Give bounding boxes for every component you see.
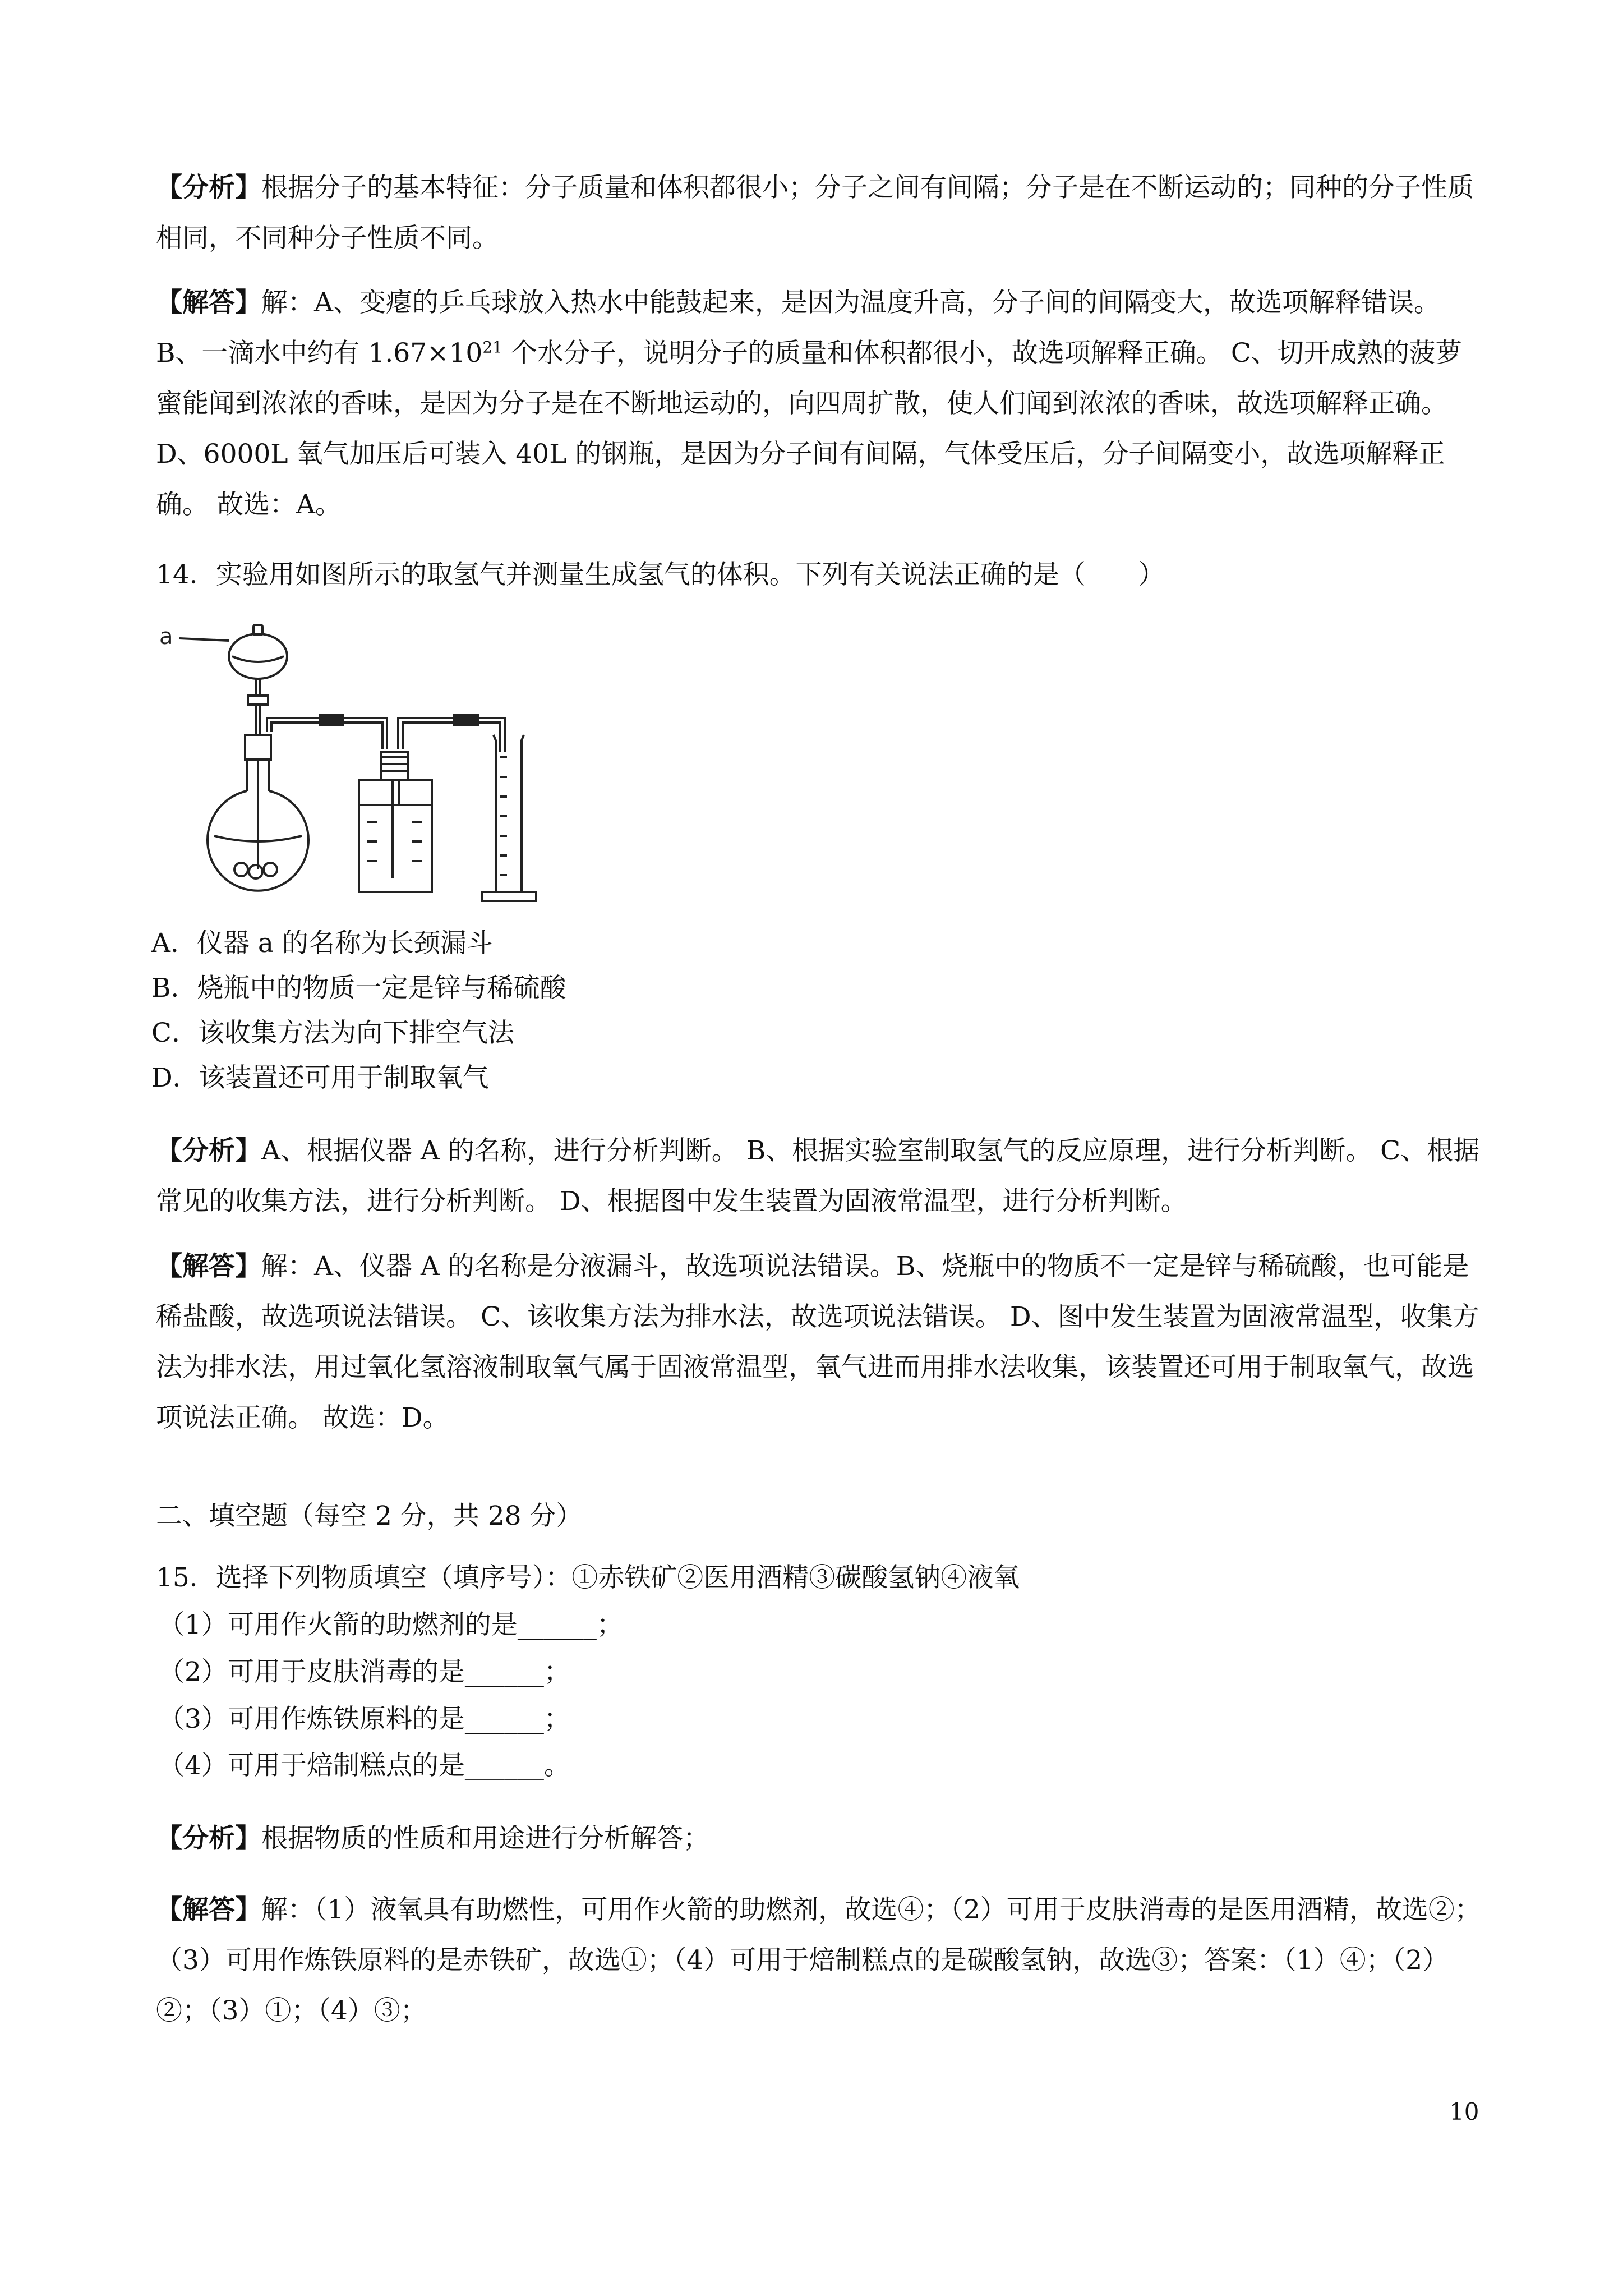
round-flask-icon	[208, 735, 308, 891]
q15-item-4: （4）可用于焙制糕点的是______。	[158, 1750, 570, 1781]
analysis-tag: 【分析】	[156, 172, 261, 203]
q15-item-2: （2）可用于皮肤消毒的是______；	[158, 1657, 570, 1687]
figure-label-a: a	[159, 624, 173, 650]
answer-text-part2: 个水分子，说明分子的质量和体积都很小，故选项解释正确。 C、切开成熟的菠萝蜜能闻到浓浓的香味，是因为分子是在不断地运动的，向四周扩散，使人们闻到浓浓的香味，故选项解释正确。 D、6000L 氧气加压后可装入 40L 的钢瓶，是因为分子间有间隔，气体受压后，分子间隔变小，故选项解释正确。 故选：A。	[156, 338, 1462, 520]
answer-text: 解：A、仪器 A 的名称是分液漏斗，故选项说法错误。B、烧瓶中的物质不一定是锌与稀硫酸，也可能是稀盐酸，故选项说法错误。 C、该收集方法为排水法，故选项说法错误。 D、图中发生装置为固液常温型，收集方法为排水法，用过氧化氢溶液制取氧气属于固液常温型，氧气进而用排水法收集，该装置还可用于制取氧气，故选项说法正确。 故选：D。	[156, 1251, 1479, 1433]
q13-analysis	[156, 163, 1485, 264]
analysis-text: A、根据仪器 A 的名称，进行分析判断。 B、根据实验室制取氢气的反应原理，进行分析判断。 C、根据常见的收集方法，进行分析判断。 D、根据图中发生装置为固液常温型，进行分析判断。	[156, 1135, 1480, 1217]
exponent: 21	[482, 338, 502, 357]
q15-item-1: （1）可用作火箭的助燃剂的是______；	[158, 1609, 623, 1640]
water-bottle-icon	[359, 752, 432, 892]
answer-text: 解：（1）液氧具有助燃性，可用作火箭的助燃剂，故选④；（2）可用于皮肤消毒的是医用酒精，故选②；（3）可用作炼铁原料的是赤铁矿，故选①；（4）可用于焙制糕点的是碳酸氢钠，故选③；答案：（1）④；（2）②；（3）①；（4）③；	[156, 1894, 1481, 2026]
q14-option-c: C．该收集方法为向下排空气法	[151, 1018, 514, 1048]
q14-option-a: A．仪器 a 的名称为长颈漏斗	[151, 928, 493, 959]
delivery-tube-icon	[267, 715, 505, 752]
q13-answer	[156, 278, 1485, 530]
answer-tag: 【解答】	[156, 1251, 261, 1282]
measuring-cylinder-icon	[482, 735, 536, 901]
analysis-tag: 【分析】	[156, 1823, 261, 1854]
q14-answer	[156, 1241, 1485, 1443]
q15-analysis	[156, 1814, 1485, 1864]
q15-stem: 15．选择下列物质填空（填序号）：①赤铁矿②医用酒精③碳酸氢钠④液氧	[156, 1562, 1020, 1593]
page-number: 10	[1449, 2098, 1479, 2125]
q14-stem: 14．实验用如图所示的取氢气并测量生成氢气的体积。下列有关说法正确的是（ ）	[156, 559, 1165, 590]
q14-analysis	[156, 1126, 1485, 1227]
section-title: 二、填空题（每空 2 分，共 28 分）	[156, 1501, 583, 1531]
analysis-text: 根据物质的性质和用途进行分析解答；	[261, 1823, 709, 1854]
analysis-text: 根据分子的基本特征：分子质量和体积都很小；分子之间有间隔；分子是在不断运动的；同种的分子性质相同，不同种分子性质不同。	[156, 172, 1474, 254]
q14-option-b: B．烧瓶中的物质一定是锌与稀硫酸	[151, 973, 566, 1004]
answer-tag: 【解答】	[156, 287, 261, 318]
answer-text-part1: 解：A、变瘪的乒乓球放入热水中能鼓起来，是因为温度升高，分子间的间隔变大，故选项解释错误。 B、一滴水中约有 1.67×10	[156, 287, 1440, 369]
q14-option-d: D．该装置还可用于制取氧气	[151, 1062, 489, 1093]
hydrogen-apparatus-figure	[157, 623, 561, 909]
q15-item-3: （3）可用作炼铁原料的是______；	[158, 1704, 570, 1734]
q15-answer	[156, 1885, 1485, 2036]
analysis-tag: 【分析】	[156, 1135, 261, 1166]
label-pointer	[179, 638, 229, 641]
answer-tag: 【解答】	[156, 1894, 261, 1925]
